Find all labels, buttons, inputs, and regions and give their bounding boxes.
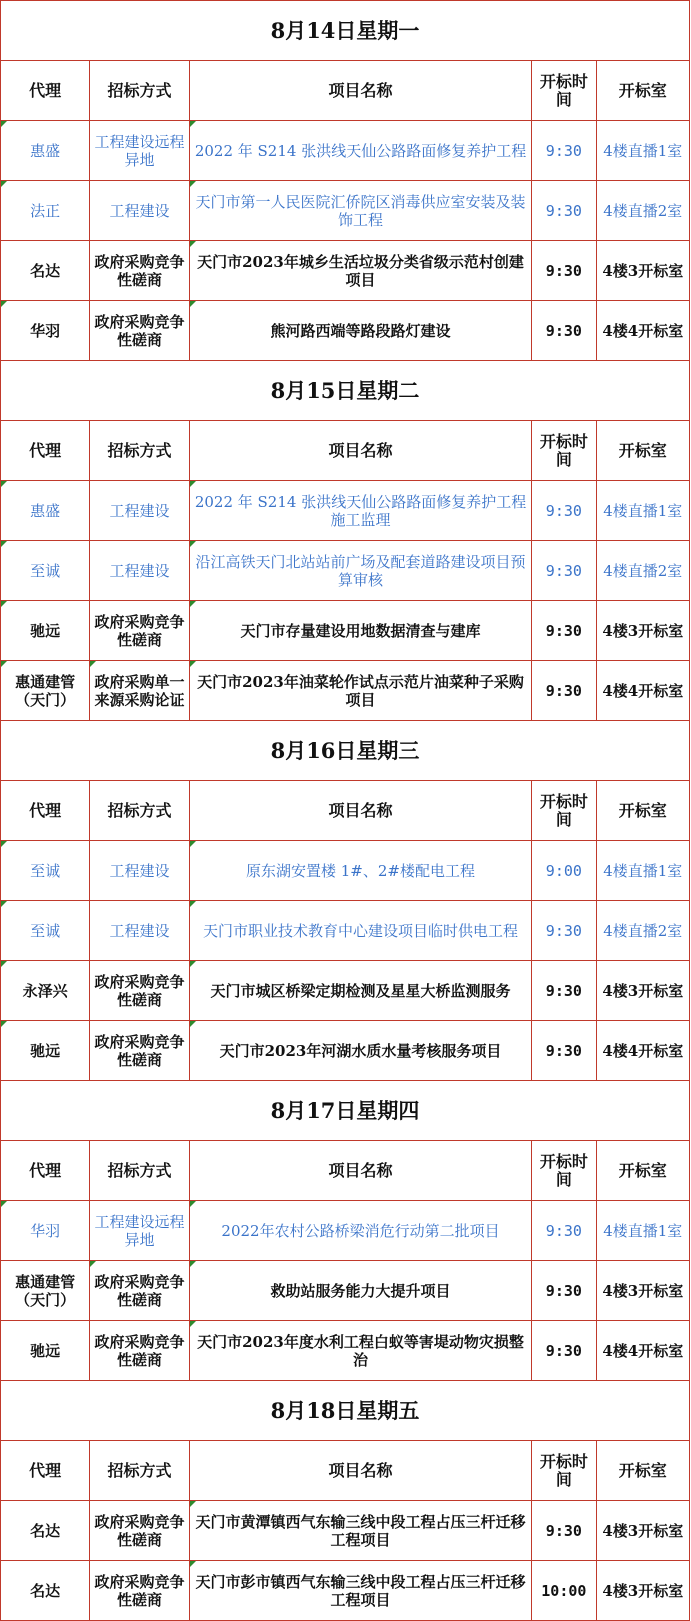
agent-cell: 至诚 — [1, 841, 90, 901]
agent-cell: 驰远 — [1, 1321, 90, 1381]
header-project: 项目名称 — [189, 1441, 531, 1501]
method-cell: 工程建设远程异地 — [90, 1201, 190, 1261]
header-method: 招标方式 — [90, 781, 190, 841]
time-cell: 9:30 — [532, 1501, 596, 1561]
header-time: 开标时间 — [532, 781, 596, 841]
room-cell: 4楼3开标室 — [596, 1261, 689, 1321]
room-cell: 4楼3开标室 — [596, 601, 689, 661]
day-title-row — [1, 1381, 690, 1441]
column-header-row — [1, 1441, 690, 1501]
project-cell: 天门市黄潭镇西气东输三线中段工程占压三杆迁移工程项目 — [189, 1501, 531, 1561]
day-title-row — [1, 361, 690, 421]
table-row — [1, 121, 690, 181]
time-cell: 9:30 — [532, 1021, 596, 1081]
header-time: 开标时间 — [532, 1141, 596, 1201]
header-room: 开标室 — [596, 421, 689, 481]
room-cell: 4楼直播2室 — [596, 901, 689, 961]
header-agent: 代理 — [1, 1441, 90, 1501]
table-row — [1, 1201, 690, 1261]
table-row — [1, 181, 690, 241]
table-row — [1, 1261, 690, 1321]
room-cell: 4楼4开标室 — [596, 1321, 689, 1381]
time-cell: 9:30 — [532, 1201, 596, 1261]
table-row — [1, 961, 690, 1021]
header-room: 开标室 — [596, 1441, 689, 1501]
header-agent: 代理 — [1, 421, 90, 481]
method-cell: 政府采购竞争性磋商 — [90, 1261, 190, 1321]
header-project: 项目名称 — [189, 1141, 531, 1201]
table-row — [1, 301, 690, 361]
time-cell: 9:00 — [532, 841, 596, 901]
time-cell: 9:30 — [532, 301, 596, 361]
agent-cell: 驰远 — [1, 601, 90, 661]
agent-cell: 惠通建管（天门） — [1, 1261, 90, 1321]
project-cell: 天门市城区桥梁定期检测及星星大桥监测服务 — [189, 961, 531, 1021]
table-row — [1, 1501, 690, 1561]
project-cell: 救助站服务能力大提升项目 — [189, 1261, 531, 1321]
time-cell: 9:30 — [532, 661, 596, 721]
agent-cell: 惠通建管（天门） — [1, 661, 90, 721]
header-room: 开标室 — [596, 61, 689, 121]
table-row — [1, 901, 690, 961]
schedule-body — [1, 1, 690, 1621]
day-title: 8月14日星期一 — [1, 1, 690, 61]
method-cell: 政府采购竞争性磋商 — [90, 1501, 190, 1561]
room-cell: 4楼直播2室 — [596, 541, 689, 601]
column-header-row — [1, 61, 690, 121]
project-cell: 天门市存量建设用地数据清查与建库 — [189, 601, 531, 661]
agent-cell: 至诚 — [1, 541, 90, 601]
time-cell: 9:30 — [532, 481, 596, 541]
header-method: 招标方式 — [90, 1441, 190, 1501]
table-row — [1, 1561, 690, 1621]
agent-cell: 名达 — [1, 241, 90, 301]
agent-cell: 名达 — [1, 1501, 90, 1561]
method-cell: 工程建设 — [90, 541, 190, 601]
day-title-row — [1, 721, 690, 781]
method-cell: 工程建设 — [90, 901, 190, 961]
header-project: 项目名称 — [189, 61, 531, 121]
time-cell: 9:30 — [532, 1321, 596, 1381]
time-cell: 10:00 — [532, 1561, 596, 1621]
header-method: 招标方式 — [90, 421, 190, 481]
project-cell: 天门市2023年城乡生活垃圾分类省级示范村创建项目 — [189, 241, 531, 301]
room-cell: 4楼4开标室 — [596, 1021, 689, 1081]
column-header-row — [1, 421, 690, 481]
header-agent: 代理 — [1, 781, 90, 841]
agent-cell: 名达 — [1, 1561, 90, 1621]
table-row — [1, 481, 690, 541]
project-cell: 天门市彭市镇西气东输三线中段工程占压三杆迁移工程项目 — [189, 1561, 531, 1621]
method-cell: 政府采购竞争性磋商 — [90, 301, 190, 361]
room-cell: 4楼直播1室 — [596, 841, 689, 901]
agent-cell: 华羽 — [1, 1201, 90, 1261]
column-header-row — [1, 781, 690, 841]
header-method: 招标方式 — [90, 1141, 190, 1201]
project-cell: 天门市职业技术教育中心建设项目临时供电工程 — [189, 901, 531, 961]
time-cell: 9:30 — [532, 241, 596, 301]
agent-cell: 惠盛 — [1, 481, 90, 541]
method-cell: 工程建设 — [90, 181, 190, 241]
header-time: 开标时间 — [532, 1441, 596, 1501]
header-time: 开标时间 — [532, 421, 596, 481]
room-cell: 4楼3开标室 — [596, 961, 689, 1021]
method-cell: 工程建设 — [90, 481, 190, 541]
table-row — [1, 541, 690, 601]
room-cell: 4楼4开标室 — [596, 301, 689, 361]
table-row — [1, 1321, 690, 1381]
room-cell: 4楼3开标室 — [596, 1561, 689, 1621]
method-cell: 政府采购单一来源采购论证 — [90, 661, 190, 721]
day-title: 8月16日星期三 — [1, 721, 690, 781]
room-cell: 4楼3开标室 — [596, 241, 689, 301]
table-row — [1, 661, 690, 721]
project-cell: 2022 年 S214 张洪线天仙公路路面修复养护工程施工监理 — [189, 481, 531, 541]
method-cell: 政府采购竞争性磋商 — [90, 1021, 190, 1081]
project-cell: 熊河路西端等路段路灯建设 — [189, 301, 531, 361]
day-title: 8月18日星期五 — [1, 1381, 690, 1441]
agent-cell: 华羽 — [1, 301, 90, 361]
project-cell: 原东湖安置楼 1#、2#楼配电工程 — [189, 841, 531, 901]
room-cell: 4楼直播1室 — [596, 481, 689, 541]
header-room: 开标室 — [596, 1141, 689, 1201]
method-cell: 工程建设 — [90, 841, 190, 901]
day-title: 8月15日星期二 — [1, 361, 690, 421]
day-title-row — [1, 1, 690, 61]
table-row — [1, 241, 690, 301]
method-cell: 政府采购竞争性磋商 — [90, 1561, 190, 1621]
header-time: 开标时间 — [532, 61, 596, 121]
table-row — [1, 841, 690, 901]
table-row — [1, 1021, 690, 1081]
time-cell: 9:30 — [532, 181, 596, 241]
room-cell: 4楼直播1室 — [596, 121, 689, 181]
header-agent: 代理 — [1, 61, 90, 121]
day-title-row — [1, 1081, 690, 1141]
method-cell: 政府采购竞争性磋商 — [90, 961, 190, 1021]
room-cell: 4楼4开标室 — [596, 661, 689, 721]
method-cell: 工程建设远程异地 — [90, 121, 190, 181]
method-cell: 政府采购竞争性磋商 — [90, 241, 190, 301]
room-cell: 4楼直播2室 — [596, 181, 689, 241]
method-cell: 政府采购竞争性磋商 — [90, 601, 190, 661]
agent-cell: 永泽兴 — [1, 961, 90, 1021]
method-cell: 政府采购竞争性磋商 — [90, 1321, 190, 1381]
day-title: 8月17日星期四 — [1, 1081, 690, 1141]
table-row — [1, 601, 690, 661]
header-project: 项目名称 — [189, 781, 531, 841]
project-cell: 天门市2023年油菜轮作试点示范片油菜种子采购项目 — [189, 661, 531, 721]
agent-cell: 法正 — [1, 181, 90, 241]
project-cell: 2022年农村公路桥梁消危行动第二批项目 — [189, 1201, 531, 1261]
time-cell: 9:30 — [532, 121, 596, 181]
header-project: 项目名称 — [189, 421, 531, 481]
time-cell: 9:30 — [532, 901, 596, 961]
header-room: 开标室 — [596, 781, 689, 841]
room-cell: 4楼直播1室 — [596, 1201, 689, 1261]
time-cell: 9:30 — [532, 541, 596, 601]
column-header-row — [1, 1141, 690, 1201]
header-agent: 代理 — [1, 1141, 90, 1201]
room-cell: 4楼3开标室 — [596, 1501, 689, 1561]
time-cell: 9:30 — [532, 961, 596, 1021]
project-cell: 天门市2023年度水利工程白蚁等害堤动物灾损整治 — [189, 1321, 531, 1381]
agent-cell: 驰远 — [1, 1021, 90, 1081]
project-cell: 天门市2023年河湖水质水量考核服务项目 — [189, 1021, 531, 1081]
header-method: 招标方式 — [90, 61, 190, 121]
project-cell: 2022 年 S214 张洪线天仙公路路面修复养护工程 — [189, 121, 531, 181]
project-cell: 沿江高铁天门北站站前广场及配套道路建设项目预算审核 — [189, 541, 531, 601]
agent-cell: 惠盛 — [1, 121, 90, 181]
time-cell: 9:30 — [532, 601, 596, 661]
project-cell: 天门市第一人民医院汇侨院区消毒供应室安装及装饰工程 — [189, 181, 531, 241]
agent-cell: 至诚 — [1, 901, 90, 961]
time-cell: 9:30 — [532, 1261, 596, 1321]
